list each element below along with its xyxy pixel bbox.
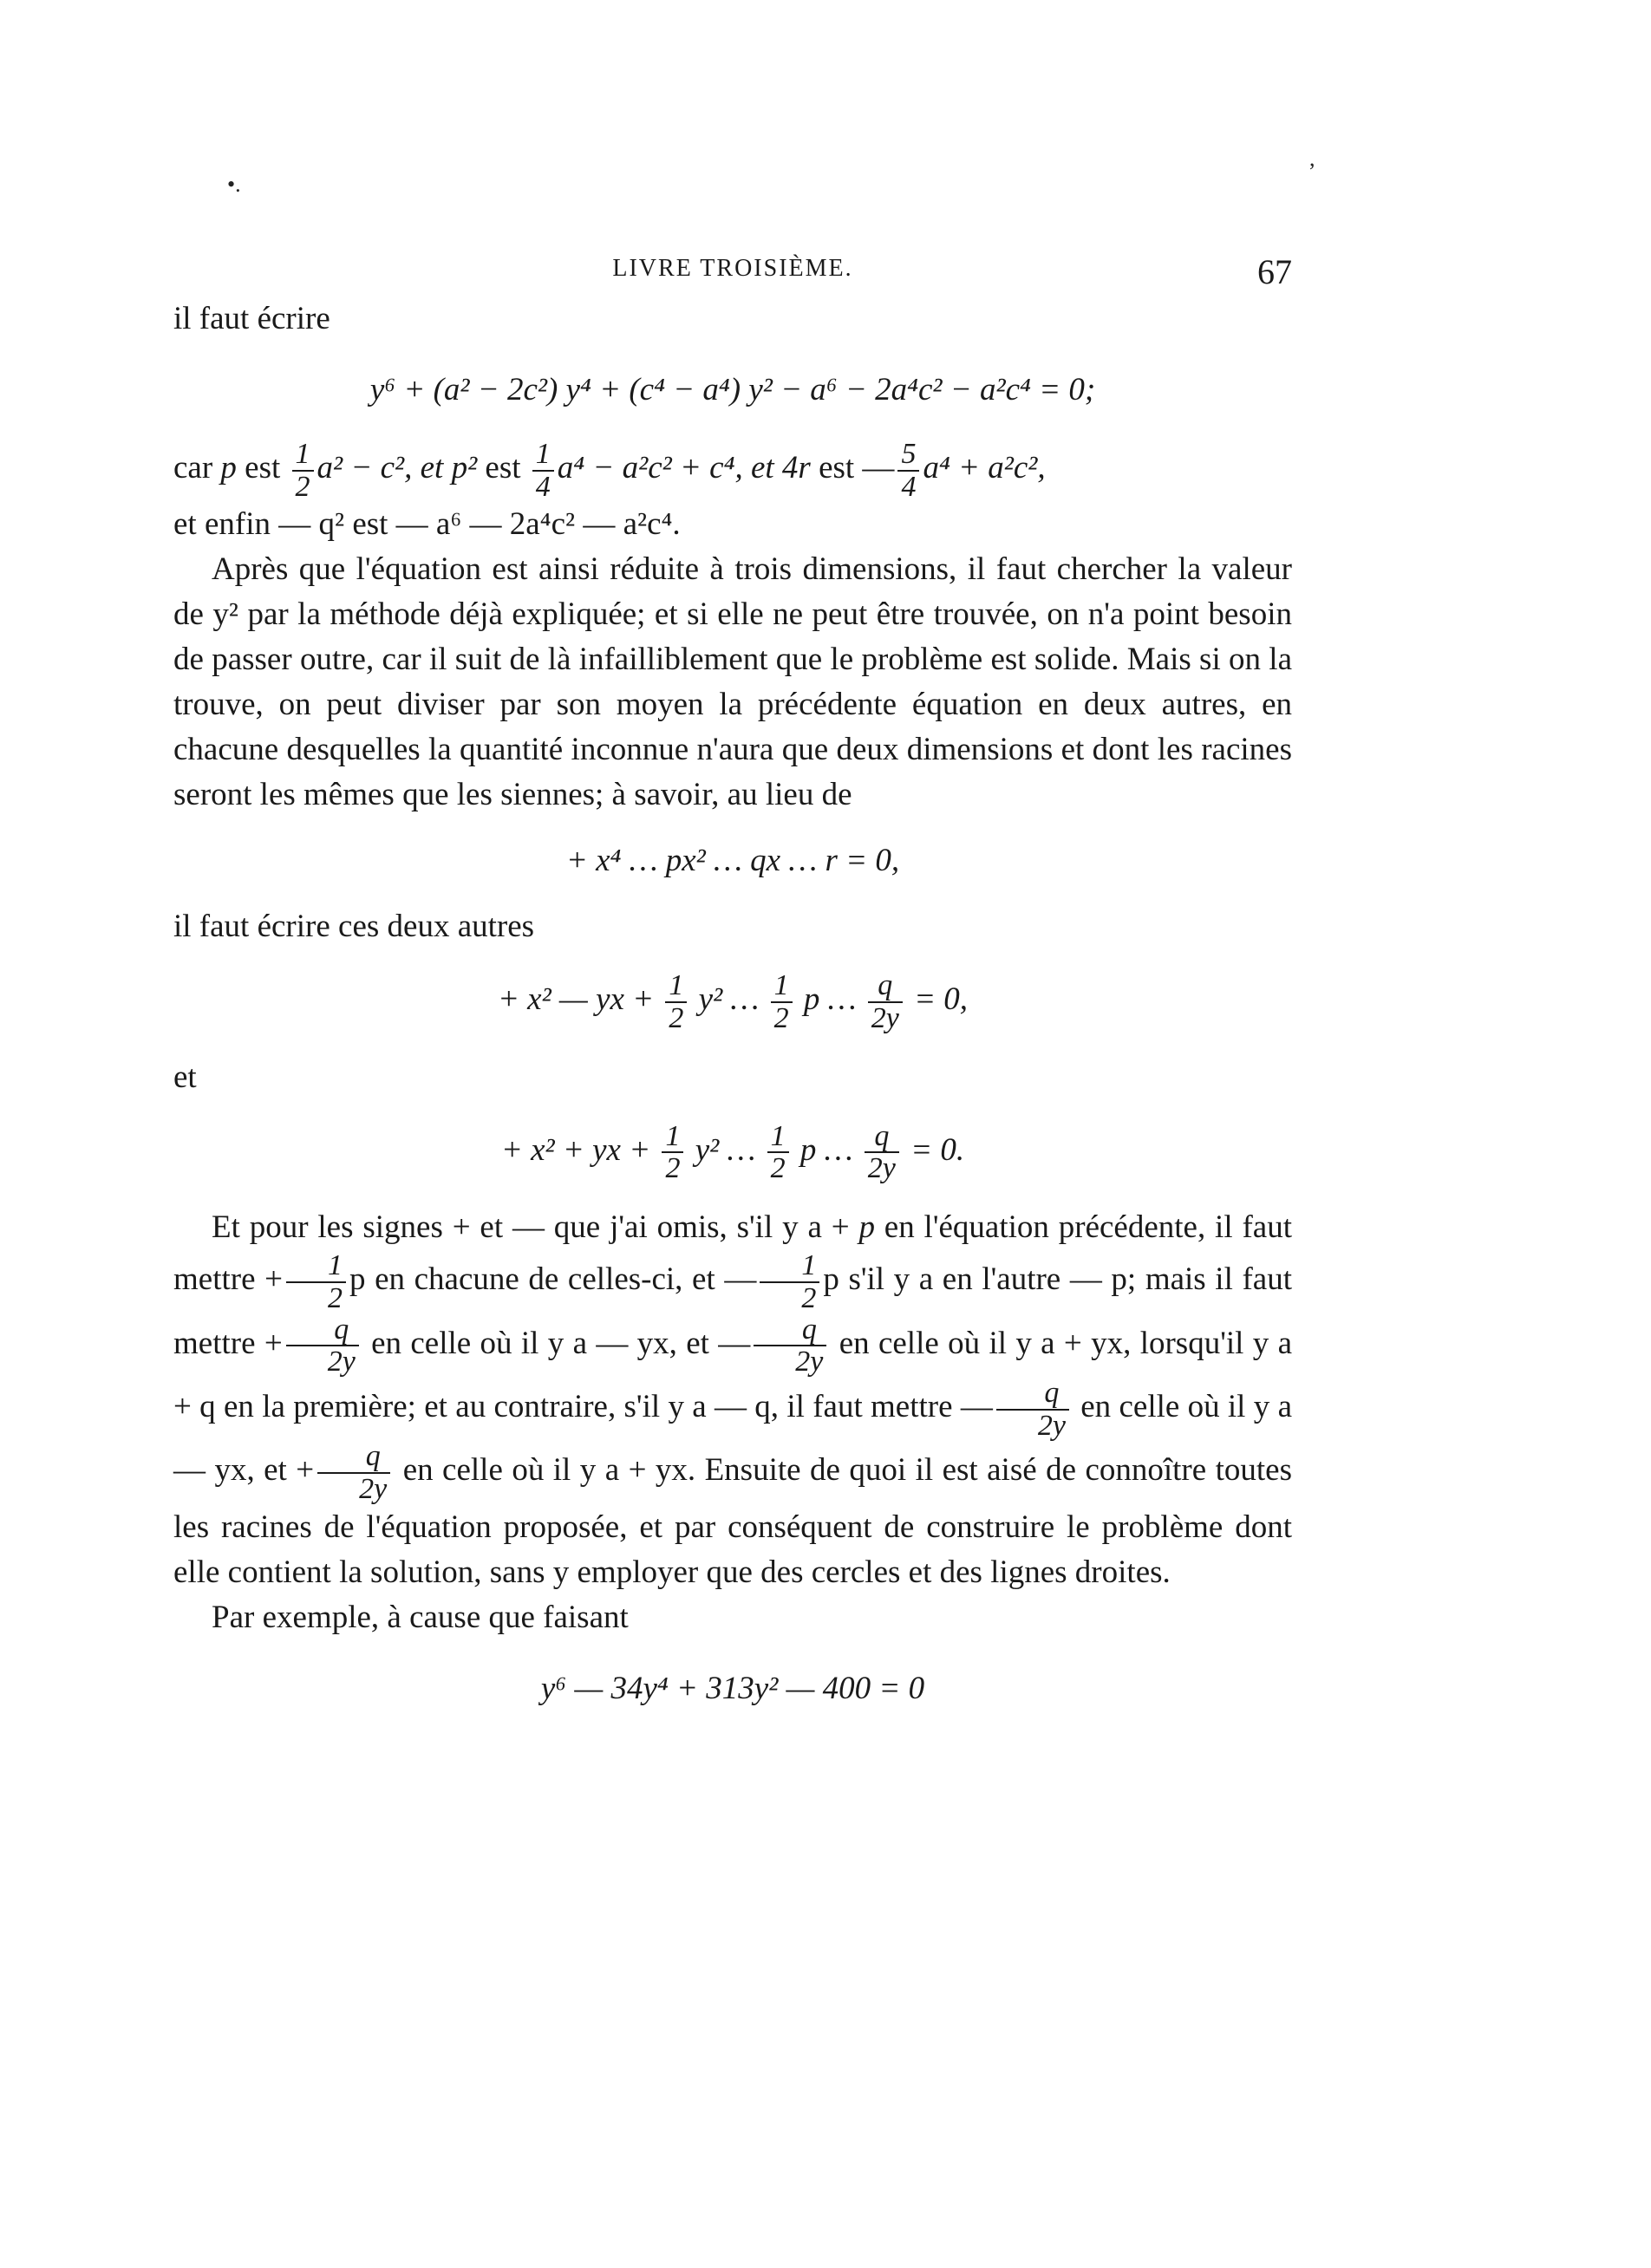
equation-3: + x² — yx + $\frac{1}{2}$ y² … $\frac{1}{2}$ p … $\frac{q}{2y}$ = 0, — [497, 969, 969, 1035]
fraction: $\frac{q}{2y}$ — [317, 1441, 390, 1504]
car-text-2: p — [220, 450, 237, 486]
car-text-6: est — [477, 450, 529, 486]
fraction: $\frac{1}{2}$ — [665, 970, 687, 1033]
fraction: $\frac{1}{2}$ — [662, 1121, 683, 1184]
fraction: $\frac{5}{4}$ — [897, 439, 919, 502]
running-title: LIVRE TROISIÈME. — [612, 255, 853, 282]
equation-2: + x⁴ … px² … qx … r = 0, — [565, 843, 900, 879]
car-text-8: 4r — [781, 450, 811, 486]
fraction: $\frac{1}{2}$ — [771, 970, 793, 1033]
fraction: $\frac{1}{2}$ — [760, 1250, 819, 1313]
fraction: $\frac{1}{2}$ — [767, 1121, 789, 1184]
equation-4: + x² + yx + $\frac{1}{2}$ y² … $\frac{1}{2}$ p … $\frac{q}{2y}$ = 0. — [500, 1119, 965, 1185]
enfin-line: et enfin — q² est — a⁶ — 2a⁴c² — a²c⁴. — [173, 506, 681, 543]
running-head — [173, 251, 1292, 303]
paragraph-3: Par exemple, à cause que faisant — [212, 1599, 629, 1635]
fraction: $\frac{q}{2y}$ — [865, 1121, 899, 1184]
car-text-7: a⁴ − a²c² + c⁴, et — [557, 450, 782, 486]
fraction: $\frac{1}{2}$ — [286, 1250, 346, 1313]
equation-1: y⁶ + (a² − 2c²) y⁴ + (c⁴ − a⁴) y² − a⁶ − 2a⁴c² − a²c⁴ = 0; — [369, 372, 1096, 407]
top-left-mark: •. — [227, 172, 241, 197]
top-right-mark: , — [1309, 146, 1315, 171]
paragraph-1: Après que l'équation est ainsi réduite à trois dimensions, il faut chercher la valeur de y² par la méthode déjà expliquée; et si elle ne peut être trouvée, on n'a point besoin de passer outre, car il suit de là infailliblement que le problème est solide. Mais si on la trouve, on peut diviser par son moyen la précédente équation en deux autres, en chacune desquelles la quantité inconnue n'aura que deux dimensions et dont les racines seront les mêmes que les siennes; à savoir, au lieu de — [173, 551, 1292, 813]
equation-5: y⁶ — 34y⁴ + 313y² — 400 = 0 — [540, 1670, 925, 1706]
car-text-1: car — [173, 450, 221, 486]
fraction: $\frac{1}{4}$ — [532, 439, 554, 502]
fraction: $\frac{q}{2y}$ — [996, 1378, 1069, 1441]
car-text-3: est — [236, 450, 289, 486]
fraction: $\frac{q}{2y}$ — [754, 1314, 826, 1378]
fraction: $\frac{q}{2y}$ — [868, 970, 903, 1033]
fraction: $\frac{q}{2y}$ — [286, 1314, 359, 1378]
car-line — [173, 439, 1292, 502]
car-text-4: a² − c², et — [316, 450, 452, 486]
intro-line: il faut écrire — [173, 301, 330, 336]
deux-autres-line: il faut écrire ces deux autres — [173, 909, 535, 945]
et-label: et — [173, 1059, 197, 1095]
car-text-10: a⁴ + a²c², — [923, 450, 1046, 486]
car-text-5: p² — [451, 450, 478, 486]
body-text — [173, 297, 1292, 1737]
paragraph-2: Et pour les signes + et — que j'ai omis, s'il y a + p en l'équation précédente, il faut mettre + $\frac{1}{2}$ p en chacune de celles-ci, et — $\frac{1}{2}$ p s'il y a en l'autre — p; mais il faut mettre + $\frac{q}{2y}$ en celle où il y a — yx, et — $\frac{q}{2y}$ en celle où il y a + yx, lorsqu'il y a + q en la première; et au contraire, s'il y a — q, il faut mettre — $\frac{q}{2y}$ en celle où il y a — yx, et + $\frac{q}{2y}$ en celle où il y a + yx. Ensuite de quoi il est aisé de connoître toutes les racines de l'équation proposée, et par conséquent de construire le problème dont elle contient la solution, sans y employer que des cercles et des lignes droites. — [173, 1209, 1292, 1590]
fraction: $\frac{1}{2}$ — [292, 439, 314, 502]
page-number: 67 — [1257, 252, 1292, 291]
car-text-9: est — — [810, 450, 895, 486]
